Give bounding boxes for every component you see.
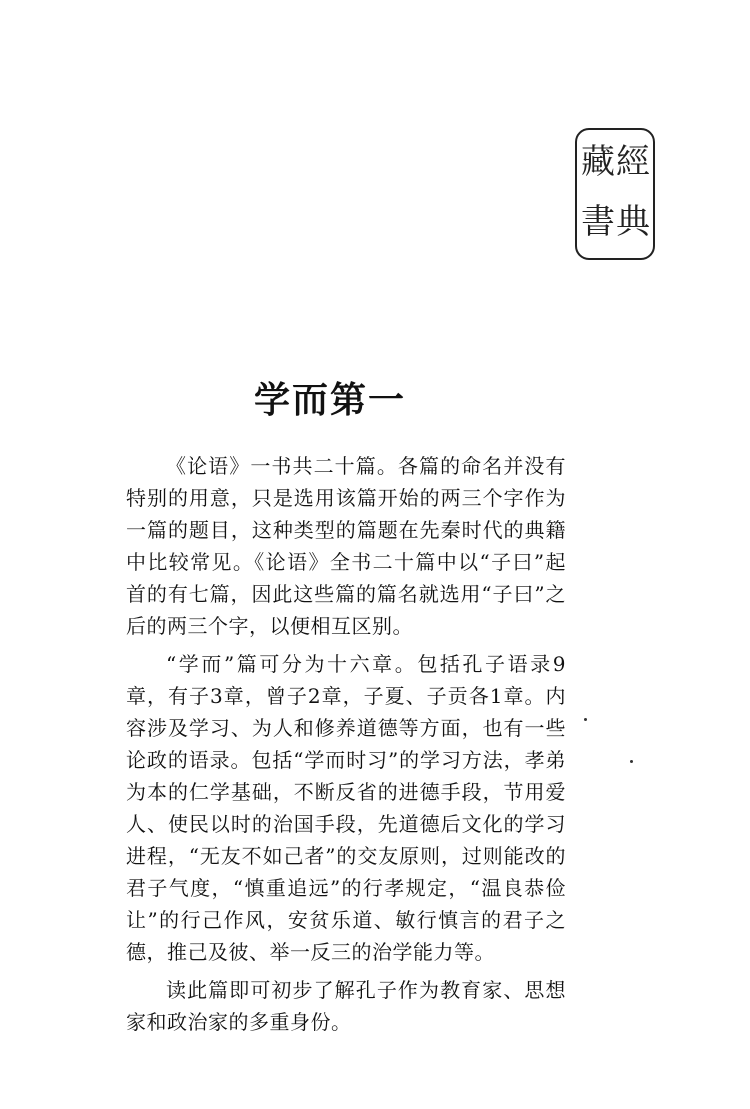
chapter-introduction: [126, 450, 566, 1044]
intro-paragraph-3: 读此篇即可初步了解孔子作为教育家、思想家和政治家的多重身份。: [126, 978, 566, 1034]
classic-collection-seal: [575, 128, 655, 260]
seal-char-shu: 書: [581, 202, 615, 242]
scan-speck: [630, 760, 633, 763]
scan-speck: [584, 718, 587, 721]
chapter-title: 学而第一: [253, 380, 406, 421]
seal-char-jing: 經: [616, 142, 650, 182]
seal-char-cang: 藏: [581, 142, 615, 182]
intro-paragraph-1: 《论语》一书共二十篇。各篇的命名并没有特别的用意，只是选用该篇开始的两三个字作为一篇的题目，这种类型的篇题在先秦时代的典籍中比较常见。《论语》全书二十篇中以“子曰”起首的有七篇，因此这些篇的篇名就选用“子曰”之后的两三个字，以便相互区别。: [126, 454, 566, 638]
seal-char-dian: 典: [616, 202, 650, 242]
intro-paragraph-2: “学而”篇可分为十六章。包括孔子语录9章，有子3章，曾子2章，子夏、子贡各1章。内容涉及学习、为人和修养道德等方面，也有一些论政的语录。包括“学而时习”的学习方法，孝弟为本的仁学基础，不断反省的进德手段，节用爱人、使民以时的治国手段，先道德后文化的学习进程，“无友不如己者”的交友原则，过则能改的君子气度，“慎重追远”的行孝规定，“温良恭俭让”的行己作风，安贫乐道、敏行慎言的君子之德，推己及彼、举一反三的治学能力等。: [126, 652, 566, 964]
